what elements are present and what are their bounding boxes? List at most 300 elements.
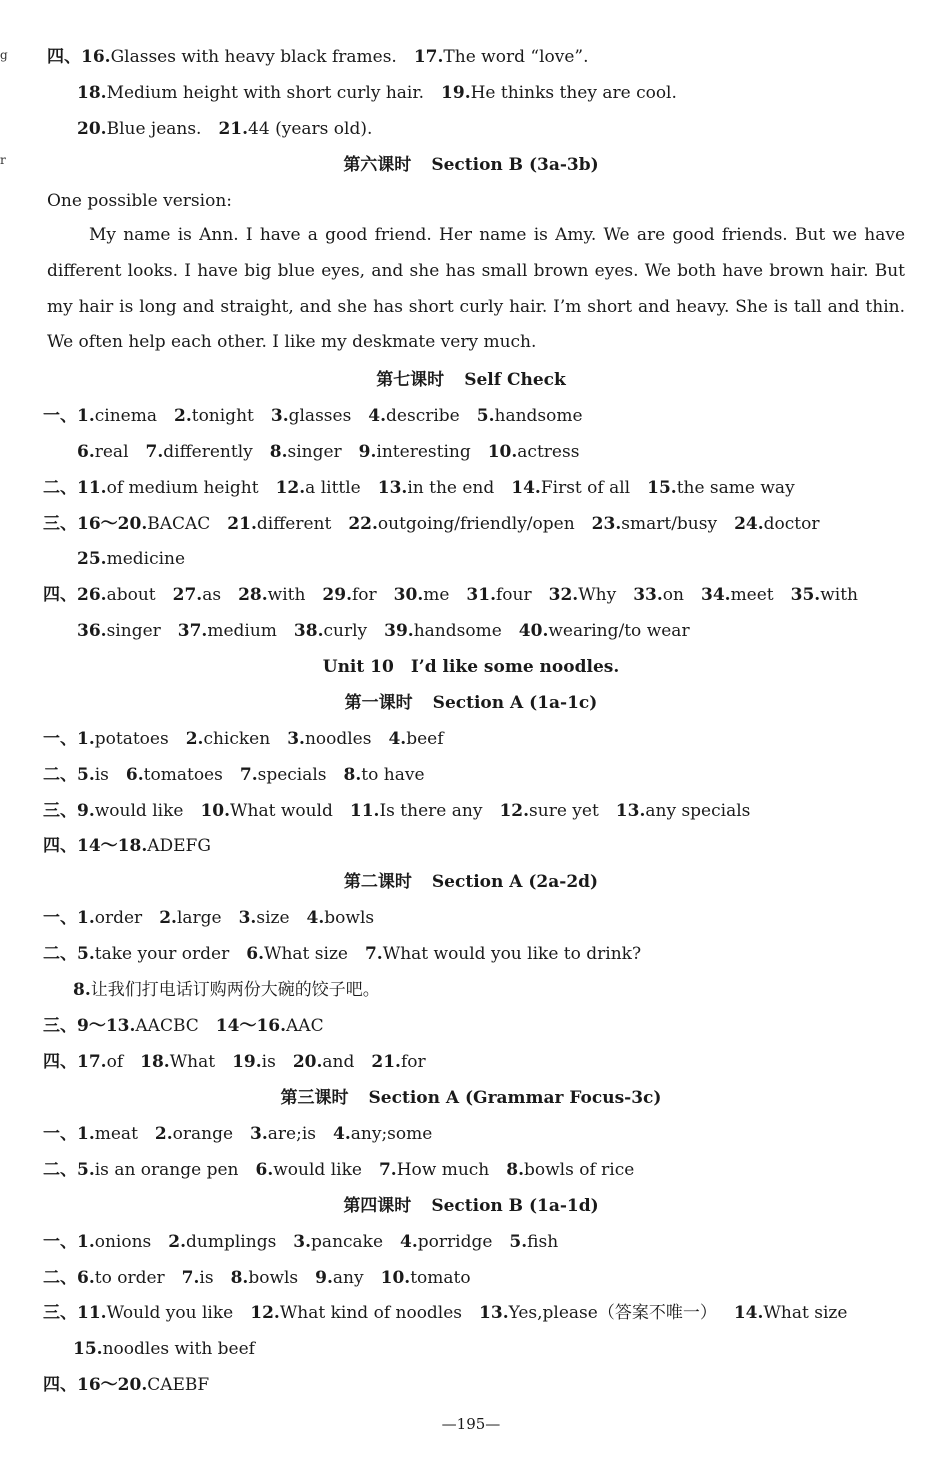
section-heading xyxy=(0,1086,942,1110)
answer-item xyxy=(77,729,169,749)
answer-text: What size xyxy=(763,1303,848,1323)
answer-text: with xyxy=(267,585,306,605)
answer-text: What size xyxy=(263,944,348,964)
heading-section: Unit 10 I’d like some noodles. xyxy=(322,657,620,677)
answer-text: handsome xyxy=(494,406,583,426)
question-number: 16～20. xyxy=(77,1375,148,1395)
answer-text: meet xyxy=(730,585,774,605)
answer-item xyxy=(77,1124,138,1144)
answer-item xyxy=(238,585,305,605)
answer-text: Is there any xyxy=(379,801,483,821)
answer-item xyxy=(270,442,342,462)
question-number: 32. xyxy=(548,585,579,605)
answer-item xyxy=(441,83,677,103)
answer-text: doctor xyxy=(763,514,820,534)
answer-item xyxy=(77,836,211,856)
question-number: 19. xyxy=(232,1052,262,1072)
question-number: 33. xyxy=(633,585,663,605)
answer-text: 让我们打电话订购两份大碗的饺子吧。 xyxy=(90,980,380,1000)
section-number: 三、 xyxy=(43,514,77,534)
answer-item xyxy=(315,1268,363,1288)
question-number: 1. xyxy=(77,729,95,749)
answer-item xyxy=(348,514,574,534)
answer-text: is an orange pen xyxy=(94,1160,239,1180)
answer-text: of medium height xyxy=(106,478,259,498)
question-number: 4. xyxy=(368,406,387,426)
answer-line xyxy=(43,834,211,858)
question-number: 25. xyxy=(77,549,107,569)
answer-item xyxy=(73,1339,255,1359)
question-number: 16～20. xyxy=(77,514,148,534)
answer-text: Glasses with heavy black frames. xyxy=(110,47,397,67)
answer-text: order xyxy=(94,908,143,928)
heading-section: Section B (1a-1d) xyxy=(431,1196,599,1216)
answer-line xyxy=(43,1122,432,1146)
answer-text: Yes,please（答案不唯一） xyxy=(508,1303,717,1323)
answer-text: is xyxy=(199,1268,214,1288)
answer-line xyxy=(43,1050,426,1074)
answer-item xyxy=(276,478,361,498)
question-number: 3. xyxy=(238,908,257,928)
answer-text: of xyxy=(106,1052,124,1072)
question-number: 13. xyxy=(479,1303,509,1323)
question-number: 15. xyxy=(647,478,677,498)
answer-text: specials xyxy=(257,765,327,785)
answer-item xyxy=(322,585,376,605)
question-number: 14. xyxy=(511,478,541,498)
answer-item xyxy=(791,585,858,605)
answer-text: How much xyxy=(396,1160,490,1180)
question-number: 35. xyxy=(790,585,821,605)
question-number: 6. xyxy=(125,765,144,785)
answer-text: smart/busy xyxy=(621,514,718,534)
answer-line xyxy=(47,45,589,69)
question-number: 1. xyxy=(77,406,95,426)
question-number: 5. xyxy=(77,1160,95,1180)
answer-text: any specials xyxy=(645,801,751,821)
answer-item xyxy=(218,119,372,139)
answer-item xyxy=(250,1303,462,1323)
answer-item xyxy=(256,1160,362,1180)
question-number: 36. xyxy=(77,621,107,641)
answer-text: describe xyxy=(386,406,460,426)
question-number: 2. xyxy=(185,729,204,749)
answer-text: wearing/to wear xyxy=(548,621,690,641)
question-number: 3. xyxy=(293,1232,312,1252)
answer-text: handsome xyxy=(413,621,502,641)
answer-line xyxy=(43,1301,847,1325)
question-number: 17. xyxy=(77,1052,107,1072)
answer-text: beef xyxy=(406,729,444,749)
question-number: 12. xyxy=(499,801,530,821)
answer-item xyxy=(701,585,774,605)
answer-item xyxy=(77,478,259,498)
answer-text: pancake xyxy=(311,1232,384,1252)
question-number: 2. xyxy=(159,908,177,928)
answer-item xyxy=(231,1268,299,1288)
question-number: 15. xyxy=(73,1339,103,1359)
section-number: 一、 xyxy=(43,1124,77,1144)
answer-item xyxy=(174,406,254,426)
answer-item xyxy=(466,585,531,605)
scan-edge-mark: g xyxy=(0,48,8,62)
answer-line xyxy=(43,1373,209,1397)
answer-text: would like xyxy=(273,1160,362,1180)
answer-item xyxy=(388,729,443,749)
answer-line xyxy=(43,799,750,823)
answer-item xyxy=(77,406,157,426)
answer-item xyxy=(499,801,598,821)
question-number: 6. xyxy=(246,944,264,964)
question-number: 6. xyxy=(77,442,95,462)
answer-line xyxy=(73,1337,255,1361)
answer-text: Would you like xyxy=(106,1303,234,1323)
answer-text: chicken xyxy=(203,729,271,749)
question-number: 31. xyxy=(466,585,496,605)
answer-text: glasses xyxy=(288,406,352,426)
question-number: 8. xyxy=(269,442,288,462)
section-heading xyxy=(0,153,942,177)
answer-line xyxy=(43,906,374,930)
question-number: 23. xyxy=(591,514,622,534)
answer-item xyxy=(240,765,327,785)
heading-section: Section B (3a-3b) xyxy=(431,155,599,175)
answer-text: to order xyxy=(94,1268,165,1288)
answer-text: dumplings xyxy=(186,1232,277,1252)
answer-text: for xyxy=(400,1052,426,1072)
answer-line xyxy=(77,117,372,141)
question-number: 18. xyxy=(77,83,107,103)
answer-text: noodles xyxy=(304,729,372,749)
question-number: 13. xyxy=(615,801,646,821)
question-number: 6. xyxy=(255,1160,274,1180)
question-number: 39. xyxy=(384,621,414,641)
question-number: 28. xyxy=(238,585,268,605)
answer-text: to have xyxy=(361,765,425,785)
question-number: 4. xyxy=(388,729,407,749)
answer-text: bowls xyxy=(248,1268,299,1288)
answer-item xyxy=(592,514,717,534)
answer-text: outgoing/friendly/open xyxy=(377,514,575,534)
answer-text: singer xyxy=(287,442,342,462)
answer-item xyxy=(381,1268,471,1288)
answer-item xyxy=(77,549,185,569)
answer-item xyxy=(216,1016,324,1036)
answer-line xyxy=(77,547,185,571)
answer-item xyxy=(73,980,380,1000)
answer-item xyxy=(140,1052,215,1072)
section-number: 一、 xyxy=(43,1232,77,1252)
answer-line xyxy=(43,1158,634,1182)
answer-item xyxy=(633,585,684,605)
question-number: 27. xyxy=(172,585,203,605)
heading-lesson: 第三课时 xyxy=(280,1088,349,1108)
question-number: 21. xyxy=(227,514,257,534)
answer-item xyxy=(155,1124,233,1144)
heading-lesson: 第二课时 xyxy=(343,872,412,892)
answer-item xyxy=(77,944,229,964)
section-number: 一、 xyxy=(43,729,77,749)
answer-text: AACBC xyxy=(135,1016,199,1036)
answer-line xyxy=(77,440,579,464)
question-number: 4. xyxy=(333,1124,351,1144)
answer-item xyxy=(159,908,221,928)
section-number: 二、 xyxy=(43,1160,77,1180)
answer-line xyxy=(43,583,858,607)
question-number: 3. xyxy=(287,729,305,749)
question-number: 4. xyxy=(306,908,325,928)
question-number: 9. xyxy=(77,801,95,821)
answer-item xyxy=(479,1303,717,1323)
answer-item xyxy=(734,514,819,534)
answer-item xyxy=(293,1052,355,1072)
question-number: 29. xyxy=(322,585,352,605)
answer-text: noodles with beef xyxy=(102,1339,255,1359)
question-number: 9. xyxy=(358,442,377,462)
answer-item xyxy=(77,119,201,139)
heading-lesson: 第七课时 xyxy=(376,370,445,390)
question-number: 30. xyxy=(393,585,424,605)
answer-item xyxy=(77,1375,209,1395)
question-number: 38. xyxy=(293,621,324,641)
section-number: 三、 xyxy=(43,1016,77,1036)
answer-text: tomato xyxy=(410,1268,471,1288)
answer-text: porridge xyxy=(417,1232,493,1252)
question-number: 5. xyxy=(77,944,95,964)
question-number: 5. xyxy=(476,406,495,426)
answer-item xyxy=(250,1124,316,1144)
question-number: 8. xyxy=(73,980,91,1000)
question-number: 14～16. xyxy=(215,1016,287,1036)
answer-text: tomatoes xyxy=(143,765,223,785)
page-number: —195— xyxy=(441,1415,501,1433)
answer-text: about xyxy=(106,585,156,605)
answer-text: What xyxy=(169,1052,216,1072)
answer-line xyxy=(43,512,820,536)
question-number: 8. xyxy=(506,1160,525,1180)
answer-item xyxy=(126,765,223,785)
answer-item xyxy=(344,765,425,785)
answer-text: interesting xyxy=(376,442,471,462)
answer-item xyxy=(287,729,371,749)
answer-text: potatoes xyxy=(94,729,169,749)
answer-line xyxy=(77,619,690,643)
answer-text: four xyxy=(496,585,532,605)
answer-item xyxy=(77,1052,123,1072)
section-number: 二、 xyxy=(43,765,77,785)
section-number: 四、 xyxy=(43,585,77,605)
question-number: 21. xyxy=(218,119,249,139)
answer-text: He thinks they are cool. xyxy=(470,83,677,103)
answer-text: sure yet xyxy=(529,801,599,821)
heading-lesson: 第四课时 xyxy=(343,1196,412,1216)
answer-text: differently xyxy=(163,442,253,462)
heading-lesson: 第六课时 xyxy=(343,155,412,175)
answer-text: CAEBF xyxy=(147,1375,210,1395)
answer-text: bowls of rice xyxy=(524,1160,635,1180)
answer-item xyxy=(182,1268,214,1288)
answer-item xyxy=(77,801,183,821)
answer-item xyxy=(77,83,424,103)
answer-text: What would xyxy=(230,801,333,821)
heading-lesson: 第一课时 xyxy=(344,693,413,713)
answer-item xyxy=(77,908,142,928)
answer-item xyxy=(400,1232,492,1252)
question-number: 7. xyxy=(145,442,164,462)
answer-text: ADEFG xyxy=(147,836,211,856)
answer-text: are;is xyxy=(267,1124,317,1144)
answer-item xyxy=(379,1160,489,1180)
section-heading xyxy=(0,368,942,392)
answer-item xyxy=(77,621,161,641)
answer-text: bowls xyxy=(324,908,375,928)
question-number: 17. xyxy=(413,47,444,67)
answer-text: Medium height with short curly hair. xyxy=(106,83,425,103)
answer-text: for xyxy=(352,585,377,605)
answer-text: with xyxy=(820,585,858,605)
question-number: 2. xyxy=(154,1124,173,1144)
section-number: 三、 xyxy=(43,801,77,821)
question-number: 13. xyxy=(377,478,408,498)
answer-item xyxy=(519,621,690,641)
answer-text: The word “love”. xyxy=(443,47,589,67)
question-number: 21. xyxy=(371,1052,401,1072)
answer-text: a little xyxy=(305,478,361,498)
answer-item xyxy=(509,1232,558,1252)
answer-text: singer xyxy=(106,621,161,641)
section-number: 三、 xyxy=(43,1303,77,1323)
answer-item xyxy=(384,621,502,641)
question-number: 2. xyxy=(173,406,192,426)
answer-item xyxy=(178,621,277,641)
answer-item xyxy=(77,1232,151,1252)
question-number: 8. xyxy=(343,765,362,785)
question-number: 16. xyxy=(81,47,111,67)
answer-text: as xyxy=(202,585,222,605)
answer-text: tonight xyxy=(191,406,254,426)
answer-item xyxy=(350,801,483,821)
answer-text: First of all xyxy=(540,478,631,498)
question-number: 40. xyxy=(518,621,549,641)
answer-item xyxy=(271,406,351,426)
answer-line xyxy=(43,404,583,428)
answer-item xyxy=(186,729,271,749)
answer-item xyxy=(477,406,583,426)
heading-section: Self Check xyxy=(464,370,566,390)
answer-item xyxy=(77,442,129,462)
answer-item xyxy=(77,1303,233,1323)
sample-essay: My name is Ann. I have a good friend. Her name is Amy. We are good friends. But we have different looks. I have big blue eyes, and she has small brown eyes. We both have brown hair. But my hair is long and straight, and she has short curly hair. I’m short and heavy. She is tall and thin. We often help each other. I like my deskmate very much. xyxy=(47,225,905,353)
answer-item xyxy=(365,944,641,964)
answer-text: different xyxy=(256,514,332,534)
section-number: 二、 xyxy=(43,944,77,964)
answer-line xyxy=(43,727,444,751)
answer-text: curly xyxy=(323,621,368,641)
question-number: 10. xyxy=(380,1268,411,1288)
question-number: 4. xyxy=(400,1232,418,1252)
answer-text: What kind of noodles xyxy=(279,1303,463,1323)
section-number: 二、 xyxy=(43,1268,77,1288)
section-heading xyxy=(0,691,942,715)
answer-text: medium xyxy=(207,621,277,641)
answer-item xyxy=(239,908,290,928)
answer-item xyxy=(616,801,751,821)
question-number: 9～13. xyxy=(77,1016,136,1036)
answer-text: would like xyxy=(94,801,184,821)
answer-item xyxy=(294,621,367,641)
answer-line xyxy=(43,1014,324,1038)
question-number: 10. xyxy=(200,801,231,821)
question-number: 37. xyxy=(177,621,208,641)
section-number: 四、 xyxy=(47,47,81,67)
answer-item xyxy=(734,1303,848,1323)
answer-text: take your order xyxy=(94,944,230,964)
section-number: 四、 xyxy=(43,836,77,856)
answer-item xyxy=(549,585,617,605)
answer-item xyxy=(511,478,630,498)
answer-line xyxy=(77,81,677,105)
answer-text: and xyxy=(322,1052,355,1072)
question-number: 20. xyxy=(77,119,107,139)
answer-item xyxy=(506,1160,634,1180)
answer-line xyxy=(43,1266,471,1290)
question-number: 34. xyxy=(700,585,731,605)
answer-text: Why xyxy=(578,585,617,605)
answer-item xyxy=(394,585,450,605)
answer-line xyxy=(43,1230,558,1254)
section-number: 四、 xyxy=(43,1052,77,1072)
answer-item xyxy=(168,1232,276,1252)
answer-text: AAC xyxy=(286,1016,324,1036)
answer-item xyxy=(77,1016,199,1036)
answer-item xyxy=(371,1052,425,1072)
section-number: 一、 xyxy=(43,908,77,928)
answer-item xyxy=(414,47,589,67)
answer-text: 44 (years old). xyxy=(248,119,373,139)
question-number: 12. xyxy=(275,478,306,498)
answer-item xyxy=(77,585,156,605)
question-number: 1. xyxy=(77,1124,95,1144)
answer-text: actress xyxy=(517,442,580,462)
answer-item xyxy=(77,765,109,785)
answer-text: in the end xyxy=(407,478,495,498)
answer-item xyxy=(227,514,331,534)
question-number: 5. xyxy=(509,1232,528,1252)
question-number: 20. xyxy=(292,1052,323,1072)
answer-text: What would you like to drink? xyxy=(382,944,642,964)
section-number: 二、 xyxy=(43,478,77,498)
question-number: 11. xyxy=(349,801,380,821)
answer-item xyxy=(77,1160,239,1180)
answer-text: onions xyxy=(94,1232,152,1252)
answer-text: cinema xyxy=(94,406,157,426)
question-number: 8. xyxy=(230,1268,249,1288)
answer-text: any xyxy=(332,1268,364,1288)
heading-section: Section A (Grammar Focus-3c) xyxy=(368,1088,662,1108)
answer-text: size xyxy=(256,908,290,928)
question-number: 9. xyxy=(315,1268,333,1288)
answer-text: any;some xyxy=(350,1124,433,1144)
question-number: 7. xyxy=(239,765,258,785)
answer-text: meat xyxy=(94,1124,138,1144)
answer-item xyxy=(246,944,348,964)
question-number: 1. xyxy=(77,1232,95,1252)
answer-item xyxy=(359,442,471,462)
question-number: 10. xyxy=(487,442,518,462)
answer-item xyxy=(77,514,210,534)
question-number: 1. xyxy=(77,908,95,928)
question-number: 12. xyxy=(250,1303,280,1323)
